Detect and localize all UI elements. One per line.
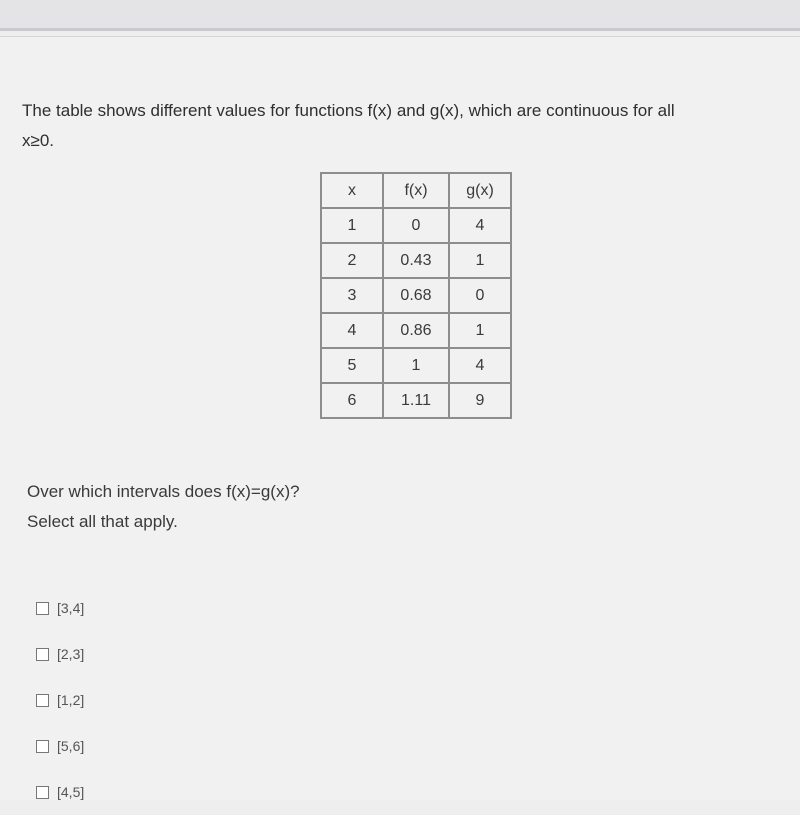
option-label[interactable]: [5,6] <box>57 738 85 754</box>
cell-f: 0.68 <box>383 278 449 313</box>
option-label[interactable]: [4,5] <box>57 784 85 800</box>
cell-f: 0.86 <box>383 313 449 348</box>
cell-x: 3 <box>321 278 383 313</box>
answer-option[interactable] <box>36 769 84 815</box>
table-row <box>321 243 511 278</box>
checkbox[interactable] <box>36 740 49 753</box>
browser-top-strip <box>0 0 800 28</box>
table-row <box>321 208 511 243</box>
cell-f: 1 <box>383 348 449 383</box>
cell-x: 4 <box>321 313 383 348</box>
option-label[interactable]: [1,2] <box>57 692 85 708</box>
header-x: x <box>321 173 383 208</box>
cell-x: 2 <box>321 243 383 278</box>
header-g: g(x) <box>449 173 511 208</box>
prompt-line-1: The table shows different values for functions f(x) and g(x), which are continuous for all <box>22 101 675 120</box>
cell-x: 6 <box>321 383 383 418</box>
table-header-row <box>321 173 511 208</box>
checkbox[interactable] <box>36 786 49 799</box>
checkbox[interactable] <box>36 602 49 615</box>
cell-x: 1 <box>321 208 383 243</box>
cell-f: 0.43 <box>383 243 449 278</box>
table-row <box>321 383 511 418</box>
cell-g: 9 <box>449 383 511 418</box>
option-label[interactable]: [2,3] <box>57 646 85 662</box>
answer-option[interactable] <box>36 723 84 769</box>
question-line-2: Select all that apply. <box>27 512 178 531</box>
table-row <box>321 313 511 348</box>
prompt-line-2: x≥0. <box>22 131 55 150</box>
answer-options <box>36 585 84 815</box>
cell-g: 4 <box>449 208 511 243</box>
cell-f: 1.11 <box>383 383 449 418</box>
table-row <box>321 278 511 313</box>
checkbox[interactable] <box>36 648 49 661</box>
cell-f: 0 <box>383 208 449 243</box>
question-prompt <box>22 96 800 156</box>
cell-g: 1 <box>449 313 511 348</box>
answer-option[interactable] <box>36 677 84 723</box>
header-divider <box>0 28 800 31</box>
answer-option[interactable] <box>36 585 84 631</box>
header-f: f(x) <box>383 173 449 208</box>
checkbox[interactable] <box>36 694 49 707</box>
option-label[interactable]: [3,4] <box>57 600 85 616</box>
table-row <box>321 348 511 383</box>
question-line-1: Over which intervals does f(x)=g(x)? <box>27 482 300 501</box>
cell-x: 5 <box>321 348 383 383</box>
answer-option[interactable] <box>36 631 84 677</box>
cell-g: 0 <box>449 278 511 313</box>
values-table <box>320 172 512 419</box>
cell-g: 4 <box>449 348 511 383</box>
cell-g: 1 <box>449 243 511 278</box>
instruction-text <box>27 477 300 537</box>
